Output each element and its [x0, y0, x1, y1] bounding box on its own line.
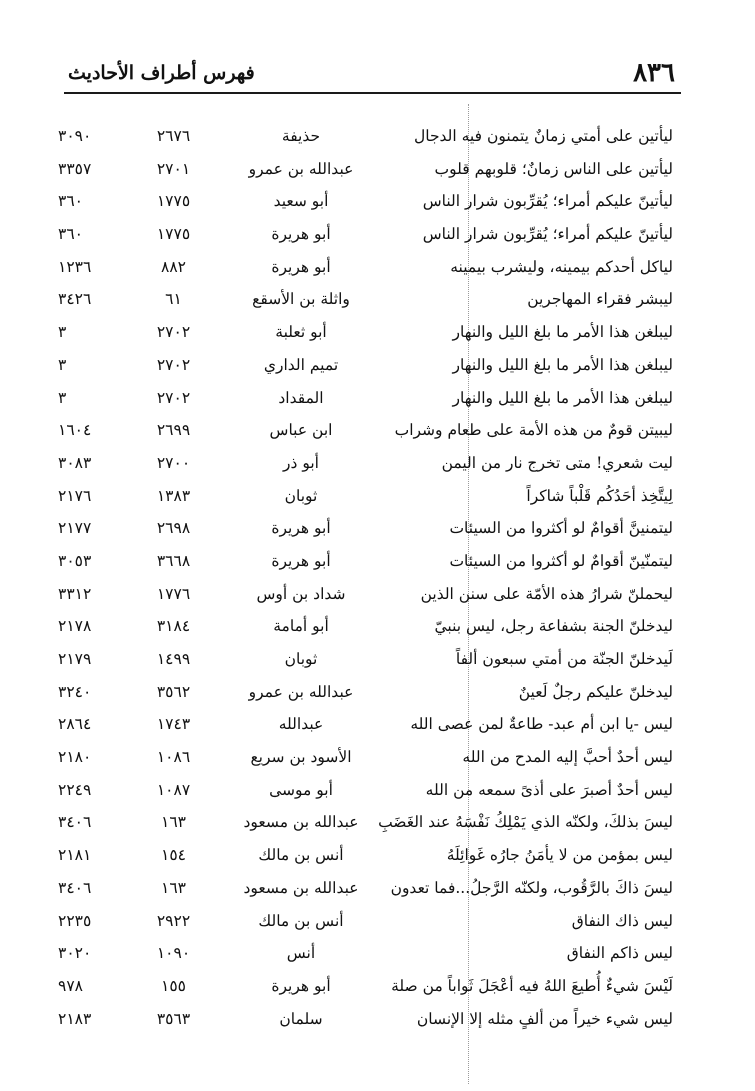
hadith-index-list — [58, 120, 681, 1035]
reference-number: ٣ — [58, 388, 67, 407]
index-entry — [58, 218, 681, 251]
hadith-number: ١٦٣ — [161, 813, 186, 832]
reference-number: ٣٦٠ — [58, 192, 83, 211]
narrator-name: الأسود بن سريع — [250, 748, 352, 767]
hadith-number: ٣٥٦٣ — [156, 1009, 191, 1028]
page-number: ٨٣٦ — [633, 58, 675, 88]
hadith-text: ليأتينّ عليكم أمراء؛ يُقرِّبون شرار الناس — [422, 192, 673, 211]
index-entry — [58, 937, 681, 970]
hadith-number: ١٠٨٧ — [156, 780, 191, 799]
hadith-text: ليس أحدٌ أصبرَ على أذىً سمعه من الله — [425, 780, 673, 799]
narrator-name: ثوبان — [284, 486, 318, 505]
page-title: فهرس أطراف الأحاديث — [68, 62, 255, 84]
index-entry — [58, 153, 681, 186]
index-entry — [58, 283, 681, 316]
hadith-number: ١٧٤٣ — [156, 715, 191, 734]
hadith-number: ٣٦٦٨ — [156, 551, 191, 570]
narrator-name: أبو موسى — [269, 780, 333, 799]
hadith-text: لياكل أحدكم بيمينه، وليشرب بيمينه — [450, 257, 673, 276]
index-entry — [58, 872, 681, 905]
hadith-text: ليتمنينَّ أقوامٌ لو أكثروا من السيئات — [449, 519, 673, 538]
hadith-number: ١٧٧٦ — [156, 584, 191, 603]
reference-number: ٢٢٣٥ — [58, 911, 92, 930]
narrator-name: المقداد — [278, 388, 324, 407]
hadith-number: ١٠٨٦ — [156, 748, 191, 767]
narrator-name: حذيفة — [281, 127, 321, 145]
hadith-number: ٢٧٠٠ — [156, 453, 191, 472]
hadith-number: ٢٦٩٩ — [156, 421, 191, 440]
hadith-text: ليس ذاكم النفاق — [566, 944, 673, 963]
narrator-name: عبدالله بن عمرو — [248, 159, 354, 178]
hadith-number: ١٥٤ — [161, 846, 186, 865]
hadith-text: ليبيتن قومٌ من هذه الأمة على طعام وشراب — [394, 421, 673, 440]
narrator-name: أبو هريرة — [271, 257, 331, 276]
index-entry — [58, 905, 681, 938]
hadith-number: ٦١ — [165, 290, 182, 309]
index-entry — [58, 251, 681, 284]
index-entry — [58, 610, 681, 643]
hadith-text: ليس أحدٌ أحبَّ إليه المدح من الله — [462, 748, 673, 767]
index-entry — [58, 316, 681, 349]
hadith-text: لَيدخلنّ الجنّة من أمتي سبعون ألفاً — [455, 650, 673, 668]
index-entry — [58, 480, 681, 513]
hadith-number: ٨٨٢ — [161, 257, 186, 276]
reference-number: ٢١٨١ — [58, 846, 92, 865]
reference-number: ٢١٨٣ — [58, 1009, 92, 1028]
index-entry — [58, 120, 681, 153]
reference-number: ٣٦٠ — [58, 225, 83, 244]
hadith-number: ١٧٧٥ — [156, 192, 191, 211]
index-entry — [58, 806, 681, 839]
page-header — [64, 52, 681, 94]
index-entry — [58, 447, 681, 480]
hadith-text: لِيتَّخِذ أحَدُكُم قَلْباً شاكراً — [526, 486, 673, 505]
reference-number: ٩٧٨ — [58, 976, 83, 995]
hadith-number: ٢٦٩٨ — [156, 519, 191, 538]
narrator-name: عبدالله — [278, 715, 324, 734]
reference-number: ٢١٧٨ — [58, 617, 92, 636]
hadith-number: ١٦٣ — [161, 878, 186, 897]
narrator-name: أبو هريرة — [271, 551, 331, 570]
reference-number: ٣٣٥٧ — [58, 159, 92, 178]
index-entry — [58, 708, 681, 741]
reference-number: ٣٣١٢ — [58, 584, 92, 603]
hadith-text: ليبلغن هذا الأمر ما بلغ الليل والنهار — [452, 355, 673, 374]
index-entry — [58, 741, 681, 774]
hadith-text: ليحملنّ شرارُ هذه الأمّة على سنن الذين — [420, 584, 673, 603]
reference-number: ٣ — [58, 355, 67, 374]
narrator-name: عبدالله بن مسعود — [243, 878, 359, 897]
narrator-name: أبو هريرة — [271, 976, 331, 995]
hadith-number: ١٠٩٠ — [156, 944, 191, 963]
reference-number: ٢١٨٠ — [58, 748, 92, 767]
narrator-name: أنس بن مالك — [258, 846, 344, 865]
hadith-number: ٢٧٠٢ — [156, 323, 191, 342]
hadith-text: ليبشر فقراء المهاجرين — [527, 290, 673, 309]
hadith-number: ١٥٥ — [161, 976, 186, 995]
hadith-text: ليأتين على الناس زمانٌ؛ قلوبهم قلوب — [434, 159, 673, 178]
hadith-text: ليت شعري! متى تخرج نار من اليمن — [441, 453, 673, 472]
hadith-text: ليدخلنّ عليكم رجلٌ لَعينٌ — [518, 682, 673, 701]
hadith-number: ١٣٨٣ — [156, 486, 191, 505]
reference-number: ٣٠٩٠ — [58, 127, 92, 145]
hadith-number: ٣٥٦٢ — [156, 682, 191, 701]
reference-number: ٣٤٠٦ — [58, 878, 92, 897]
narrator-name: عبدالله بن مسعود — [243, 813, 359, 832]
narrator-name: شداد بن أوس — [256, 584, 346, 603]
narrator-name: تميم الداري — [263, 355, 339, 374]
hadith-text: ليأتين على أمتي زمانٌ يتمنون فيه الدجال — [413, 127, 673, 145]
narrator-name: واثلة بن الأسقع — [252, 290, 350, 309]
reference-number: ٢١٧٦ — [58, 486, 92, 505]
reference-number: ٣٤٠٦ — [58, 813, 92, 832]
narrator-name: أبو هريرة — [271, 225, 331, 244]
index-entry — [58, 349, 681, 382]
index-entry — [58, 512, 681, 545]
narrator-name: ثوبان — [284, 650, 318, 668]
reference-number: ١٢٣٦ — [58, 257, 92, 276]
index-entry — [58, 185, 681, 218]
narrator-name: أبو ثعلبة — [275, 323, 327, 342]
hadith-number: ١٧٧٥ — [156, 225, 191, 244]
hadith-text: ليبلغن هذا الأمر ما بلغ الليل والنهار — [452, 323, 673, 342]
reference-number: ٢١٧٧ — [58, 519, 92, 538]
index-entry — [58, 774, 681, 807]
hadith-number: ٢٩٢٢ — [156, 911, 191, 930]
narrator-name: أبو سعيد — [273, 192, 329, 211]
hadith-number: ٢٧٠٢ — [156, 388, 191, 407]
reference-number: ٣ — [58, 323, 67, 342]
index-entry — [58, 643, 681, 676]
narrator-name: ابن عباس — [269, 421, 333, 440]
reference-number: ٣٠٢٠ — [58, 944, 92, 963]
narrator-name: أبو أمامة — [273, 617, 329, 636]
narrator-name: سلمان — [279, 1009, 323, 1028]
narrator-name: أبو ذر — [283, 453, 319, 472]
index-entry — [58, 1003, 681, 1036]
hadith-text: ليدخلنّ الجنة بشفاعة رجل، ليس بنبيّ — [434, 617, 673, 636]
index-entry — [58, 970, 681, 1003]
hadith-text: ليس ذاك النفاق — [571, 911, 673, 930]
hadith-number: ٢٧٠٢ — [156, 355, 191, 374]
narrator-name: عبدالله بن عمرو — [248, 682, 354, 701]
index-entry — [58, 414, 681, 447]
hadith-number: ٣١٨٤ — [156, 617, 191, 636]
reference-number: ٢٢٤٩ — [58, 780, 92, 799]
index-entry — [58, 382, 681, 415]
index-entry — [58, 839, 681, 872]
reference-number: ١٦٠٤ — [58, 421, 92, 440]
hadith-text: ليبلغن هذا الأمر ما بلغ الليل والنهار — [452, 388, 673, 407]
narrator-name: أبو هريرة — [271, 519, 331, 538]
hadith-text: ليسَ بذلكَ، ولكنّه الذي يَمْلِكُ نَفْسَهُ عند الغَضَبِ — [378, 813, 673, 832]
hadith-text: ليس بمؤمن من لا يأمَنُ جارُه غَوائِلَهُ — [446, 846, 673, 865]
narrator-name: أنس بن مالك — [258, 911, 344, 930]
hadith-number: ٢٦٧٦ — [156, 127, 191, 145]
hadith-text: ليسَ ذاكَ بالرَّقُوب، ولكنّه الرَّجلُ...فما تعدون — [390, 878, 673, 897]
reference-number: ٣٤٢٦ — [58, 290, 92, 309]
hadith-number: ٢٧٠١ — [156, 159, 191, 178]
reference-number: ٣٠٥٣ — [58, 551, 92, 570]
hadith-number: ١٤٩٩ — [156, 650, 191, 668]
reference-number: ٣٠٨٣ — [58, 453, 92, 472]
reference-number: ٢٨٦٤ — [58, 715, 92, 734]
hadith-text: ليتمنّينّ أقوامٌ لو أكثروا من السيئات — [449, 551, 673, 570]
narrator-name: أنس — [286, 944, 316, 963]
hadith-text: ليأتينّ عليكم أمراء؛ يُقرِّبون شرار الناس — [422, 225, 673, 244]
reference-number: ٣٢٤٠ — [58, 682, 92, 701]
hadith-text: ليس شيء خيراً من ألفٍ مثله إلا الإنسان — [416, 1009, 673, 1028]
index-entry — [58, 578, 681, 611]
hadith-text: ليس -يا ابن أم عبد- طاعةٌ لمن عصى الله — [410, 715, 673, 734]
reference-number: ٢١٧٩ — [58, 650, 92, 668]
index-entry — [58, 545, 681, 578]
hadith-text: لَيْسَ شيءٌ أُطيعَ اللهُ فيه أعْجَلَ ثَواباً من صلة — [391, 976, 673, 995]
index-entry — [58, 676, 681, 709]
